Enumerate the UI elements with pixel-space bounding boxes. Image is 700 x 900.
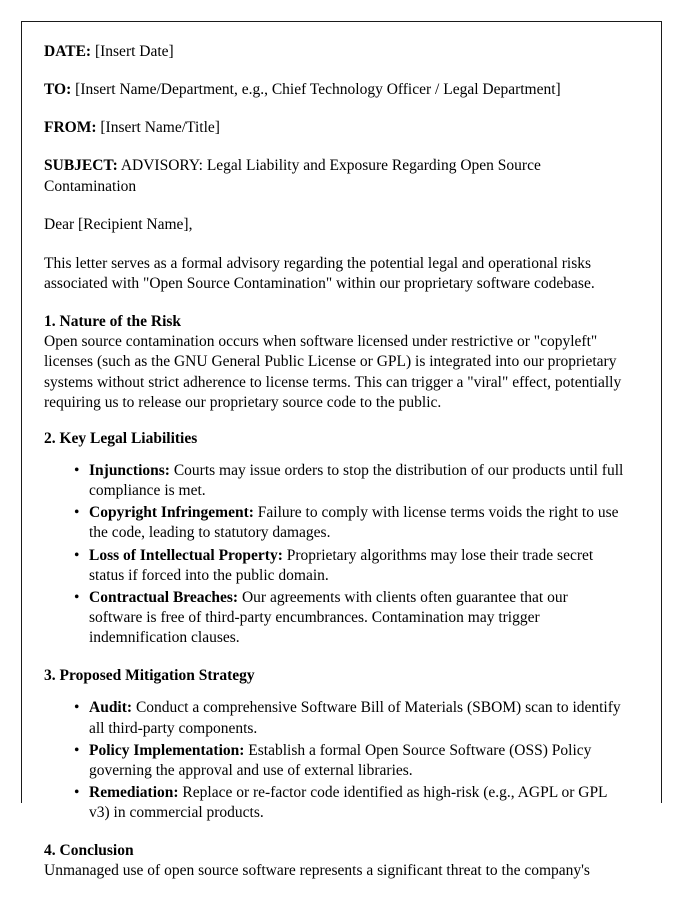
opening-paragraph: This letter serves as a formal advisory regarding the potential legal and operational risks associated with "Open Source Contamination" within our proprietary software codebase. — [44, 254, 595, 292]
list-item-term: Remediation: — [89, 783, 179, 801]
memo-field-from — [44, 118, 625, 138]
section-key-legal-liabilities — [44, 429, 625, 648]
mitigation-list — [44, 698, 625, 823]
list-item-term: Policy Implementation: — [89, 741, 245, 759]
memo-field-subject-label: SUBJECT: — [44, 157, 118, 175]
list-item — [74, 698, 625, 738]
list-item — [74, 546, 625, 586]
list-item-text: Courts may issue orders to stop the distribution of our products until full compliance is met. — [89, 461, 624, 500]
memo-field-from-value: [Insert Name/Title] — [100, 119, 220, 137]
salutation: Dear [Recipient Name], — [44, 215, 193, 233]
memo-field-subject — [44, 156, 625, 196]
memo-field-to — [44, 80, 625, 100]
section-nature-of-the-risk — [44, 312, 625, 413]
memo-field-subject-value: ADVISORY: Legal Liability and Exposure Regarding Open Source Contamination — [44, 157, 541, 195]
list-item — [74, 461, 625, 501]
memo-field-date-value: [Insert Date] — [94, 43, 174, 60]
list-item-text: Conduct a comprehensive Software Bill of Materials (SBOM) scan to identify all third-party components. — [89, 699, 621, 737]
liabilities-list — [44, 461, 625, 648]
section-heading: 3. Proposed Mitigation Strategy — [44, 667, 255, 685]
list-item — [74, 503, 625, 543]
memo-field-from-label: FROM: — [44, 119, 97, 137]
list-item — [74, 588, 625, 648]
section-proposed-mitigation-strategy — [44, 666, 625, 823]
memo-field-date-label: DATE: — [44, 43, 92, 60]
list-item-term: Copyright Infringement: — [89, 504, 254, 522]
list-item-text: Establish a formal Open Source Software (OSS) Policy governing the approval and use of external libraries. — [89, 741, 592, 779]
section-heading: 4. Conclusion — [44, 842, 134, 860]
list-item-text: Replace or re-factor code identified as high-risk (e.g., AGPL or GPL v3) in commercial products. — [89, 783, 607, 822]
section-heading: 2. Key Legal Liabilities — [44, 429, 198, 447]
list-item-term: Injunctions: — [89, 461, 170, 479]
memo-field-to-label: TO: — [44, 81, 72, 99]
list-item-term: Contractual Breaches: — [89, 588, 239, 606]
memo-field-to-value: [Insert Name/Department, e.g., Chief Technology Officer / Legal Department] — [75, 81, 561, 99]
list-item-term: Audit: — [89, 699, 133, 717]
section-body: Unmanaged use of open source software represents a significant threat to the company's — [44, 862, 590, 880]
list-item-text: Proprietary algorithms may lose their trade secret status if forced into the public domain. — [89, 546, 594, 584]
memo-field-date — [44, 42, 625, 62]
list-item-term: Loss of Intellectual Property: — [89, 546, 283, 564]
document-body — [22, 22, 661, 882]
list-item-text: Failure to comply with license terms voids the right to use the code, leading to statutory damages. — [89, 504, 619, 542]
section-body: Open source contamination occurs when software licensed under restrictive or "copyleft" licenses (such as the GNU General Public License or GPL) is integrated into our proprietary systems without strict adherence to license terms. This can trigger a "viral" effect, potentially requiring us to release our proprietary source code to the public. — [44, 333, 622, 411]
section-conclusion — [44, 841, 625, 881]
list-item-text: Our agreements with clients often guarantee that our software is free of third-party encumbrances. Contamination may trigger indemnification clauses. — [89, 588, 568, 647]
list-item — [74, 783, 625, 823]
section-heading: 1. Nature of the Risk — [44, 313, 182, 331]
list-item — [74, 741, 625, 781]
document-page — [21, 21, 662, 880]
